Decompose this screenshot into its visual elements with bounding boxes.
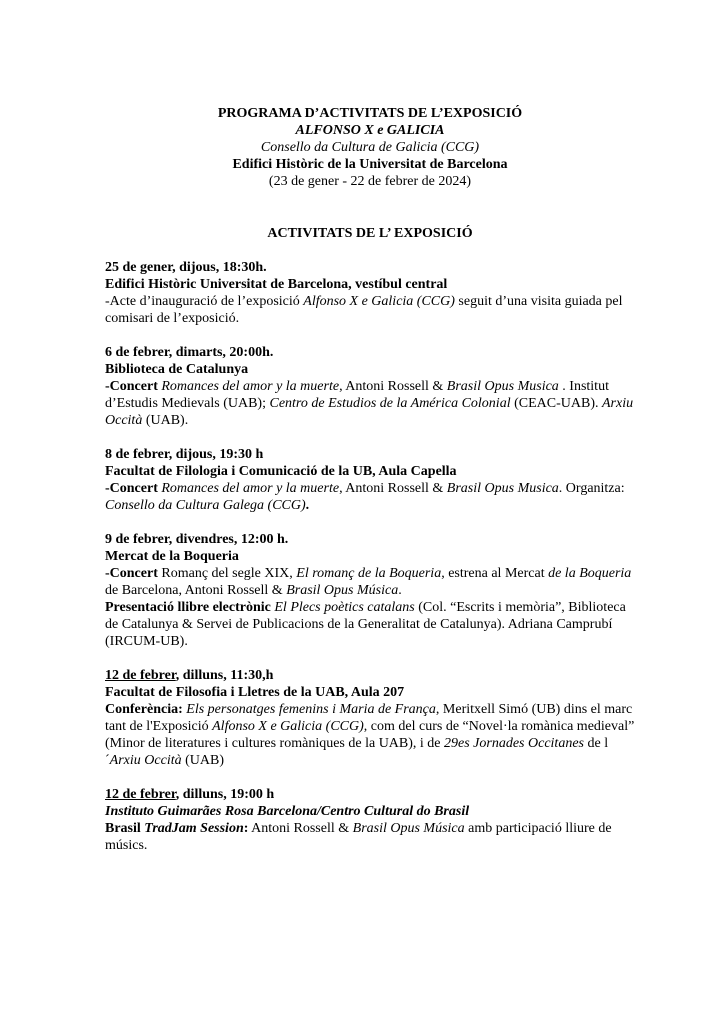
event-text: , Antoni Rossell &	[339, 481, 447, 496]
event-text: Brasil Opus Música	[286, 583, 399, 598]
event-text: El romanç de la Boqueria	[296, 566, 442, 581]
event-text: Romanç del segle XIX,	[157, 566, 297, 581]
event-time: , dilluns, 19:00 h	[175, 787, 275, 802]
event-text: , Antoni Rossell &	[339, 379, 447, 394]
event-date: 12 de febrer	[105, 668, 176, 683]
event-item	[105, 446, 635, 514]
exhibition-dates: (23 de gener - 22 de febrer de 2024)	[268, 174, 472, 189]
event-where: Biblioteca de Catalunya	[105, 362, 249, 377]
event-text: de la Boqueria	[548, 566, 632, 581]
event-text: . Organitza:	[558, 481, 625, 496]
event-text: .	[398, 583, 402, 598]
exhibition-name: ALFONSO X e GALICIA	[295, 123, 445, 138]
event-item	[105, 667, 635, 769]
event-text: (UAB).	[142, 413, 189, 428]
event-text: Presentació llibre electrònic	[105, 600, 271, 615]
event-text: Brasil	[105, 821, 145, 836]
event-text: :	[243, 821, 249, 836]
event-text: Alfonso X e Galicia (CCG)	[303, 294, 455, 309]
event-where: Edifici Històric Universitat de Barcelona, vestíbul central	[105, 277, 448, 292]
event-item	[105, 531, 635, 650]
event-text: , com del curs de “Novel·la romànica medieval” (Minor de literatures i cultures romàniques de la UAB), i de	[105, 719, 635, 751]
event-text: Alfonso X e Galicia (CCG)	[212, 719, 364, 734]
event-description	[105, 480, 635, 514]
event-text: Antoni Rossell &	[248, 821, 353, 836]
event-text: -Concert	[105, 379, 158, 394]
event-text: Romances del amor y la muerte	[157, 379, 340, 394]
event-when	[105, 667, 635, 684]
event-text: TradJam Session	[144, 821, 244, 836]
event-text: Arxiu Occità	[109, 753, 182, 768]
section-title: ACTIVITATS DE L’ EXPOSICIÓ	[267, 226, 473, 241]
event-item	[105, 344, 635, 429]
document-header	[105, 105, 635, 190]
event-description	[105, 378, 635, 429]
event-time: , dilluns, 11:30,h	[175, 668, 274, 683]
event-text: Brasil Opus Música	[352, 821, 465, 836]
event-when: 25 de gener, dijous, 18:30h.	[105, 260, 267, 275]
document-page	[105, 105, 635, 871]
event-text: Arxiu Occità	[105, 396, 634, 428]
organizer-name: Consello da Cultura de Galicia (CCG)	[260, 140, 480, 155]
event-where: Instituto Guimarães Rosa Barcelona/Centro Cultural do Brasil	[105, 804, 470, 819]
event-date: 12 de febrer	[105, 787, 176, 802]
event-description	[105, 820, 635, 854]
event-text: -Concert	[105, 566, 158, 581]
event-text: . Institut d’Estudis Medievals (UAB);	[105, 379, 609, 411]
event-when: 9 de febrer, divendres, 12:00 h.	[105, 532, 289, 547]
event-item	[105, 786, 635, 854]
event-text: de Barcelona, Antoni Rossell &	[105, 583, 287, 598]
event-text: Brasil Opus Musica	[446, 481, 559, 496]
event-text: amb participació lliure de músics.	[105, 821, 612, 853]
event-description	[105, 701, 635, 769]
event-text: Els personatges femenins i Maria de França	[182, 702, 436, 717]
event-description	[105, 293, 635, 327]
event-where: Facultat de Filosofia i Lletres de la UAB, Aula 207	[105, 685, 405, 700]
program-title: PROGRAMA D’ACTIVITATS DE L’EXPOSICIÓ	[217, 106, 523, 121]
event-text: , estrena al Mercat	[441, 566, 549, 581]
event-text: (Col. “Escrits i memòria”, Biblioteca de Catalunya & Servei de Publicacions de la Generalitat de Catalunya). Adriana Camprubí (IRCUM-UB).	[105, 600, 626, 649]
event-text: El Plecs poètics catalans	[270, 600, 415, 615]
event-text: (CEAC-UAB).	[510, 396, 602, 411]
event-text: (UAB)	[181, 753, 224, 768]
event-where: Facultat de Filologia i Comunicació de la UB, Aula Capella	[105, 464, 457, 479]
event-text: , Meritxell Simó (UB) dins el marc tant de l'Exposició	[105, 702, 633, 734]
event-text: .	[305, 498, 310, 513]
event-text: 29es Jornades Occitanes	[444, 736, 584, 751]
event-text: Centro de Estudios de la América Colonial	[269, 396, 511, 411]
event-text: -Concert	[105, 481, 158, 496]
event-text: seguit d’una visita guiada pel comisari de l’exposició.	[105, 294, 623, 326]
event-text: Conferència:	[105, 702, 183, 717]
event-text: Brasil Opus Musica	[446, 379, 559, 394]
event-text: Consello da Cultura Galega (CCG)	[105, 498, 306, 513]
event-when	[105, 786, 635, 803]
event-description	[105, 599, 635, 650]
event-item	[105, 259, 635, 327]
event-text: Romances del amor y la muerte	[157, 481, 340, 496]
event-text: -Acte d’inauguració de l’exposició	[105, 294, 304, 309]
event-when: 6 de febrer, dimarts, 20:00h.	[105, 345, 274, 360]
venue-name: Edifici Històric de la Universitat de Barcelona	[232, 157, 508, 172]
event-where: Mercat de la Boqueria	[105, 549, 239, 564]
event-description	[105, 565, 635, 599]
event-when: 8 de febrer, dijous, 19:30 h	[105, 447, 264, 462]
event-text: de l´	[105, 736, 609, 768]
